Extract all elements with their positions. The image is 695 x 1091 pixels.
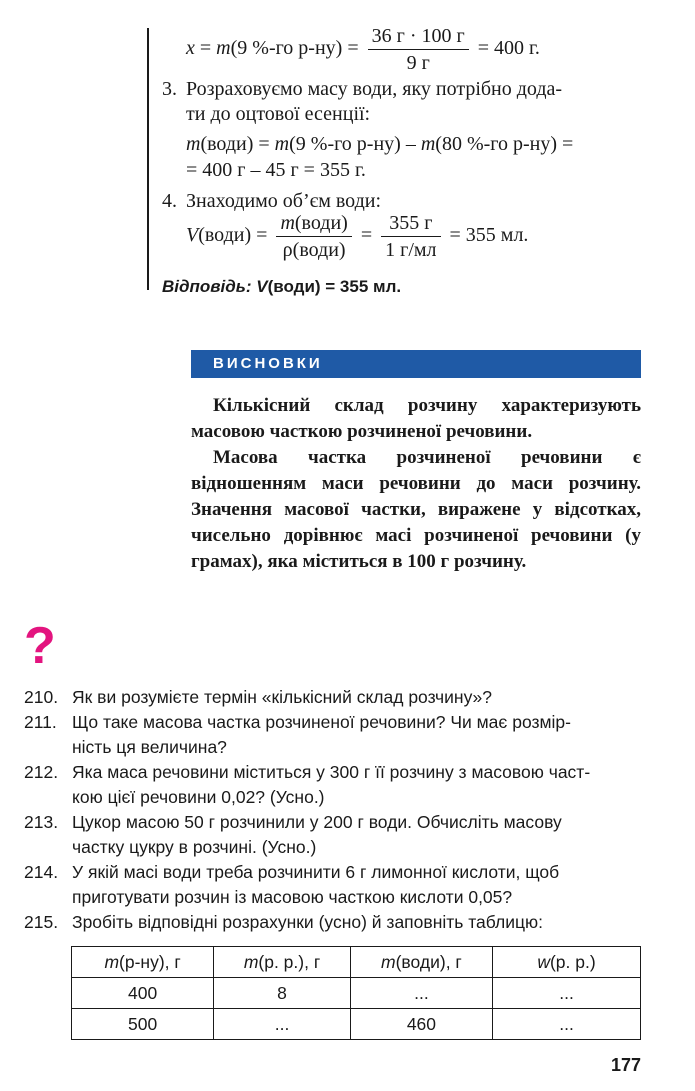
conclusion-paragraph-1: Кількісний склад розчину характеризують масовою часткою розчиненої речовини. <box>191 395 641 442</box>
formula-water-volume: V(води) = $\frac{\text{m(води)}}{\text{ρ(води)}}$ = $\frac{355 г}{1 г/мл}$ = 355 мл. <box>186 212 529 261</box>
table-header-cell: m(р. р.), г <box>214 947 351 978</box>
step-4: 4. Знаходимо об’єм води: <box>162 190 382 212</box>
table-cell: 8 <box>214 978 351 1009</box>
question-211: 211. Що таке масова частка розчиненої речовини? Чи має розмір- ність ця величина? <box>24 712 571 757</box>
table-cell: ... <box>214 1009 351 1040</box>
table-row <box>72 978 641 1009</box>
fraction-volume: $\frac{355 г}{1 г/мл}$ <box>381 211 440 262</box>
fraction-density: $\frac{\text{m(води)}}{\text{ρ(води)}}$ <box>276 211 351 262</box>
solution-margin-line <box>147 28 149 290</box>
conclusion-paragraph-2: Масова частка розчиненої речовини є відношенням маси речовини до маси розчину. Значення масової частки, виражене у відсотках, чисельно дорівнює масі розчиненої речовини (у грамах), яка міститься в 100 г розчину. <box>191 447 641 572</box>
formula-mass-solution: x = m(9 %-го р-ну) = $\frac{36 г \cdot 100 г}{9 г}$ = 400 г. <box>186 25 540 74</box>
table-cell: ... <box>493 1009 641 1040</box>
question-214: 214. У якій масі води треба розчинити 6 г лимонної кислоти, щоб приготувати розчин із масовою часткою кислоти 0,05? <box>24 862 560 907</box>
question-212: 212. Яка маса речовини міститься у 300 г її розчину з масовою част- кою цієї речовини 0,02? (Усно.) <box>24 762 591 807</box>
table-cell: 460 <box>350 1009 492 1040</box>
question-213: 213. Цукор масою 50 г розчинили у 200 г води. Обчисліть масову частку цукру в розчині. (Усно.) <box>24 812 562 857</box>
step-3: 3. Розраховуємо масу води, яку потрібно дода- <box>162 78 563 100</box>
table-header-cell: m(води), г <box>350 947 492 978</box>
conclusions-banner: ВИСНОВКИ <box>191 350 641 378</box>
table-header-cell: m(р-ну), г <box>72 947 214 978</box>
table-cell: 400 <box>72 978 214 1009</box>
table-cell: ... <box>493 978 641 1009</box>
table-header-row <box>72 947 641 978</box>
formula-water-mass-result: = 400 г – 45 г = 355 г. <box>186 159 366 181</box>
step-3-cont: ти до оцтової есенції: <box>186 103 371 125</box>
answer-line: Відповідь: V(води) = 355 мл. <box>162 277 402 296</box>
table-row <box>72 1009 641 1040</box>
table-cell: 500 <box>72 1009 214 1040</box>
page-number: 177 <box>610 1055 641 1075</box>
question-210: 210. Як ви розумієте термін «кількісний склад розчину»? <box>24 687 493 707</box>
fraction-mass: $\frac{36 г \cdot 100 г}{9 г}$ <box>368 24 469 75</box>
calculation-table <box>71 946 641 1040</box>
formula-water-mass: m(води) = m(9 %-го р-ну) – m(80 %-го р-ну) = <box>186 133 574 155</box>
question-mark-icon: ? <box>24 617 56 675</box>
question-215: 215. Зробіть відповідні розрахунки (усно) й заповніть таблицю: <box>24 912 544 932</box>
table-cell: ... <box>350 978 492 1009</box>
table-header-cell: w(р. р.) <box>493 947 641 978</box>
